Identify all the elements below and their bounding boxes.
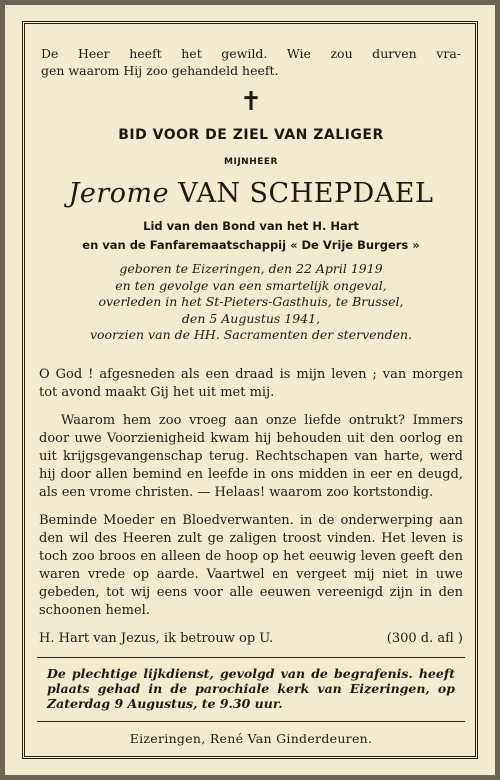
indulgence-days: (300 d. afl ) xyxy=(386,630,463,646)
printer-imprint: Eizeringen, René Van Ginderdeuren. xyxy=(129,730,373,746)
prayer-paragraph-1: O God ! afgesneden als een draad is mijn leven ; van morgen tot avond maakt Gij het uit met mij. xyxy=(39,366,463,400)
card-content xyxy=(31,29,471,747)
biography xyxy=(31,261,471,344)
prayer-text xyxy=(31,366,471,620)
indulgence-prayer: H. Hart van Jezus, ik betrouw op U. xyxy=(39,630,274,646)
opening-line-2: gen waarom Hij zoo gehandeld heeft. xyxy=(41,63,279,78)
funeral-notice: De plechtige lijkdienst, gevolgd van de begrafenis. heeft plaats gehad in de parochiale kerk van Eizeringen, op Zaterdag 9 Augustus, te 9.30 uur. xyxy=(47,665,455,711)
biography-line-4: den 5 Augustus 1941, xyxy=(181,310,321,326)
divider-bottom xyxy=(37,721,465,722)
title-mijnheer: MIJNHEER xyxy=(224,157,278,167)
biography-line-2: en ten gevolge van een smartelijk ongeval, xyxy=(115,277,387,293)
prayer-paragraph-2: Waarom hem zoo vroeg aan onze liefde ontrukt? Immers door uwe Voorzienigheid kwam hij behouden uit den oorlog en uit krijgsgevangenschap terug. Rechtschapen van harte, werd hij door allen bemind en leefde in ons midden in eer en deugd, als een vrome christen. — Helaas! waarom zoo kortstondig. xyxy=(39,412,463,500)
divider-top xyxy=(37,657,465,658)
deceased-name xyxy=(31,177,471,211)
indulgence-line xyxy=(31,630,471,647)
cross-icon: ✝ xyxy=(240,87,262,117)
invocation: BID VOOR DE ZIEL VAN ZALIGER xyxy=(118,127,384,143)
opening-verse xyxy=(41,45,461,79)
membership-line-1: Lid van den Bond van het H. Hart xyxy=(143,219,359,233)
biography-line-1: geboren te Eizeringen, den 22 April 1919 xyxy=(119,261,383,276)
biography-line-5: voorzien van de HH. Sacramenten der stervenden. xyxy=(89,327,413,342)
membership-line-2: en van de Fanfaremaatschappij « De Vrije Burgers » xyxy=(82,238,420,252)
prayer-paragraph-3: Beminde Moeder en Bloedverwanten. in de onderwerping aan den wil des Heeren zult ge zaligen troost vinden. Het leven is toch zoo broos en alleen de hoop op het eeuwig leven geeft den waren vrede op aarde. Vaartwel en vergeet mij niet in uwe gebeden, tot wij eens voor alle eeuwen vereenigd zijn in den schoonen hemel. xyxy=(39,512,463,618)
first-name: Jerome xyxy=(68,178,170,209)
last-name: VAN SCHEPDAEL xyxy=(178,178,434,209)
biography-line-3: overleden in het St-Pieters-Gasthuis, te Brussel, xyxy=(98,294,404,309)
opening-line-1: De Heer heeft het gewild. Wie zou durven vra- xyxy=(41,46,461,61)
memorial-card xyxy=(5,5,495,775)
memberships xyxy=(31,217,471,255)
